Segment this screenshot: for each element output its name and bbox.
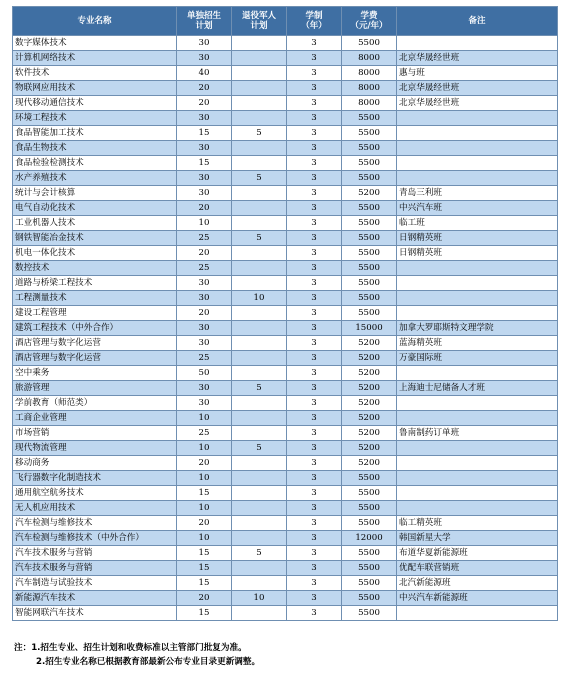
cell-name: 数字媒体技术 [13, 36, 177, 51]
cell-veteran-plan [232, 186, 287, 201]
cell-plan: 40 [177, 66, 232, 81]
cell-veteran-plan [232, 606, 287, 621]
cell-note [397, 291, 558, 306]
cell-fee: 5200 [342, 351, 397, 366]
table-row [13, 351, 558, 366]
cell-note: 北京华晟经世班 [397, 51, 558, 66]
table-row [13, 336, 558, 351]
table-row [13, 456, 558, 471]
cell-years: 3 [287, 111, 342, 126]
table-row [13, 396, 558, 411]
footnote-1: 注：1.招生专业、招生计划和收费标准以主管部门批复为准。 [14, 643, 247, 653]
cell-name: 飞行器数字化制造技术 [13, 471, 177, 486]
cell-plan: 30 [177, 396, 232, 411]
cell-fee: 5500 [342, 606, 397, 621]
header-name: 专业名称 [13, 7, 177, 36]
cell-fee: 5200 [342, 441, 397, 456]
cell-note [397, 276, 558, 291]
cell-years: 3 [287, 486, 342, 501]
table-row [13, 366, 558, 381]
cell-years: 3 [287, 96, 342, 111]
cell-note: 优配车联营销班 [397, 561, 558, 576]
cell-plan: 30 [177, 321, 232, 336]
cell-veteran-plan: 5 [232, 126, 287, 141]
cell-name: 无人机应用技术 [13, 501, 177, 516]
cell-note: 青岛三利班 [397, 186, 558, 201]
cell-note: 北京华晟经世班 [397, 96, 558, 111]
cell-note: 韩国新星大学 [397, 531, 558, 546]
cell-plan: 25 [177, 231, 232, 246]
cell-name: 市场营销 [13, 426, 177, 441]
cell-fee: 5500 [342, 306, 397, 321]
cell-note: 加拿大罗耶斯特文理学院 [397, 321, 558, 336]
table-row [13, 486, 558, 501]
cell-plan: 20 [177, 201, 232, 216]
cell-years: 3 [287, 441, 342, 456]
table-row [13, 531, 558, 546]
cell-fee: 5200 [342, 426, 397, 441]
cell-note: 临工精英班 [397, 516, 558, 531]
cell-note: 日钢精英班 [397, 246, 558, 261]
cell-veteran-plan [232, 531, 287, 546]
cell-plan: 30 [177, 171, 232, 186]
cell-plan: 10 [177, 411, 232, 426]
cell-name: 水产养殖技术 [13, 171, 177, 186]
table-row [13, 441, 558, 456]
cell-note [397, 606, 558, 621]
cell-name: 物联网应用技术 [13, 81, 177, 96]
cell-name: 机电一体化技术 [13, 246, 177, 261]
cell-years: 3 [287, 81, 342, 96]
cell-plan: 15 [177, 606, 232, 621]
table-row [13, 201, 558, 216]
cell-note: 中兴汽车新能源班 [397, 591, 558, 606]
cell-plan: 20 [177, 306, 232, 321]
cell-veteran-plan [232, 486, 287, 501]
cell-veteran-plan [232, 396, 287, 411]
cell-veteran-plan [232, 66, 287, 81]
table-row [13, 546, 558, 561]
cell-veteran-plan [232, 321, 287, 336]
table-row [13, 321, 558, 336]
cell-note [397, 306, 558, 321]
table-row [13, 261, 558, 276]
header-note: 备注 [397, 7, 558, 36]
cell-veteran-plan [232, 201, 287, 216]
cell-veteran-plan [232, 261, 287, 276]
cell-note [397, 366, 558, 381]
table-row [13, 126, 558, 141]
table-row [13, 411, 558, 426]
cell-name: 通用航空航务技术 [13, 486, 177, 501]
cell-fee: 5500 [342, 561, 397, 576]
cell-name: 道路与桥梁工程技术 [13, 276, 177, 291]
cell-fee: 8000 [342, 51, 397, 66]
cell-veteran-plan: 5 [232, 171, 287, 186]
cell-years: 3 [287, 216, 342, 231]
cell-years: 3 [287, 246, 342, 261]
table-row [13, 516, 558, 531]
enrollment-table [12, 6, 558, 621]
cell-note [397, 501, 558, 516]
cell-plan: 15 [177, 576, 232, 591]
cell-plan: 10 [177, 471, 232, 486]
cell-name: 现代物流管理 [13, 441, 177, 456]
cell-note [397, 456, 558, 471]
cell-veteran-plan [232, 411, 287, 426]
cell-name: 食品生物技术 [13, 141, 177, 156]
cell-years: 3 [287, 576, 342, 591]
cell-veteran-plan [232, 51, 287, 66]
cell-fee: 5200 [342, 366, 397, 381]
cell-fee: 5500 [342, 516, 397, 531]
cell-plan: 30 [177, 141, 232, 156]
cell-veteran-plan [232, 276, 287, 291]
cell-note: 日钢精英班 [397, 231, 558, 246]
cell-years: 3 [287, 606, 342, 621]
cell-fee: 5200 [342, 456, 397, 471]
footnotes [14, 641, 554, 669]
cell-fee: 5200 [342, 411, 397, 426]
cell-name: 汽车检测与维修技术（中外合作） [13, 531, 177, 546]
cell-name: 建设工程管理 [13, 306, 177, 321]
footnote-2: 2.招生专业名称已根据教育部最新公布专业目录更新调整。 [36, 657, 261, 667]
cell-plan: 20 [177, 96, 232, 111]
cell-plan: 30 [177, 291, 232, 306]
cell-plan: 15 [177, 561, 232, 576]
table-row [13, 606, 558, 621]
cell-fee: 5500 [342, 36, 397, 51]
cell-name: 软件技术 [13, 66, 177, 81]
cell-name: 食品检验检测技术 [13, 156, 177, 171]
cell-veteran-plan: 10 [232, 591, 287, 606]
cell-fee: 5500 [342, 231, 397, 246]
cell-note [397, 141, 558, 156]
cell-plan: 10 [177, 216, 232, 231]
cell-plan: 20 [177, 246, 232, 261]
cell-fee: 5500 [342, 156, 397, 171]
cell-name: 汽车技术服务与营销 [13, 561, 177, 576]
header-fee: 学费 （元/年） [342, 7, 397, 36]
cell-note: 蓝海精英班 [397, 336, 558, 351]
cell-years: 3 [287, 336, 342, 351]
cell-years: 3 [287, 351, 342, 366]
cell-plan: 15 [177, 486, 232, 501]
cell-veteran-plan [232, 456, 287, 471]
cell-name: 空中乘务 [13, 366, 177, 381]
cell-name: 汽车技术服务与营销 [13, 546, 177, 561]
cell-years: 3 [287, 291, 342, 306]
table-row [13, 141, 558, 156]
table-row [13, 81, 558, 96]
cell-note: 上海迪士尼储备人才班 [397, 381, 558, 396]
cell-years: 3 [287, 516, 342, 531]
table-row [13, 501, 558, 516]
cell-plan: 25 [177, 261, 232, 276]
cell-years: 3 [287, 471, 342, 486]
cell-years: 3 [287, 546, 342, 561]
cell-plan: 20 [177, 516, 232, 531]
cell-plan: 10 [177, 441, 232, 456]
cell-years: 3 [287, 591, 342, 606]
cell-plan: 30 [177, 36, 232, 51]
cell-veteran-plan [232, 576, 287, 591]
cell-fee: 5500 [342, 171, 397, 186]
table-row [13, 111, 558, 126]
cell-name: 建筑工程技术（中外合作） [13, 321, 177, 336]
table-row [13, 306, 558, 321]
cell-veteran-plan [232, 111, 287, 126]
cell-fee: 5200 [342, 381, 397, 396]
cell-plan: 10 [177, 531, 232, 546]
cell-years: 3 [287, 381, 342, 396]
cell-fee: 5500 [342, 111, 397, 126]
cell-note [397, 261, 558, 276]
cell-plan: 20 [177, 456, 232, 471]
cell-name: 汽车检测与维修技术 [13, 516, 177, 531]
cell-veteran-plan: 5 [232, 381, 287, 396]
cell-fee: 5200 [342, 396, 397, 411]
table-row [13, 171, 558, 186]
table-row [13, 36, 558, 51]
table-row [13, 381, 558, 396]
table-row [13, 276, 558, 291]
cell-veteran-plan [232, 141, 287, 156]
cell-years: 3 [287, 531, 342, 546]
cell-years: 3 [287, 501, 342, 516]
cell-note: 万豪国际班 [397, 351, 558, 366]
cell-veteran-plan [232, 516, 287, 531]
cell-years: 3 [287, 141, 342, 156]
cell-note [397, 36, 558, 51]
cell-fee: 5200 [342, 336, 397, 351]
table-row [13, 591, 558, 606]
header-plan: 单独招生 计划 [177, 7, 232, 36]
enrollment-table-container [12, 6, 557, 621]
table-body [13, 36, 558, 621]
header-years: 学制 （年） [287, 7, 342, 36]
cell-years: 3 [287, 411, 342, 426]
cell-fee: 8000 [342, 66, 397, 81]
cell-note [397, 471, 558, 486]
cell-name: 钢铁智能冶金技术 [13, 231, 177, 246]
cell-veteran-plan [232, 366, 287, 381]
cell-plan: 30 [177, 111, 232, 126]
cell-name: 食品智能加工技术 [13, 126, 177, 141]
table-row [13, 96, 558, 111]
cell-name: 环境工程技术 [13, 111, 177, 126]
cell-plan: 10 [177, 501, 232, 516]
cell-veteran-plan [232, 96, 287, 111]
cell-fee: 8000 [342, 96, 397, 111]
cell-veteran-plan [232, 156, 287, 171]
cell-note [397, 111, 558, 126]
cell-years: 3 [287, 186, 342, 201]
cell-plan: 25 [177, 426, 232, 441]
cell-note: 北京华晟经世班 [397, 81, 558, 96]
cell-fee: 5500 [342, 471, 397, 486]
table-row [13, 156, 558, 171]
cell-name: 学前教育（师范类） [13, 396, 177, 411]
cell-fee: 5500 [342, 501, 397, 516]
cell-veteran-plan: 10 [232, 291, 287, 306]
cell-years: 3 [287, 321, 342, 336]
cell-plan: 15 [177, 156, 232, 171]
cell-note: 鲁南制药订单班 [397, 426, 558, 441]
cell-name: 计算机网络技术 [13, 51, 177, 66]
cell-years: 3 [287, 261, 342, 276]
cell-note: 布道华夏新能源班 [397, 546, 558, 561]
cell-name: 工业机器人技术 [13, 216, 177, 231]
cell-plan: 15 [177, 546, 232, 561]
cell-plan: 30 [177, 336, 232, 351]
cell-name: 统计与会计核算 [13, 186, 177, 201]
cell-fee: 8000 [342, 81, 397, 96]
cell-veteran-plan [232, 471, 287, 486]
cell-years: 3 [287, 66, 342, 81]
cell-note: 临工班 [397, 216, 558, 231]
cell-years: 3 [287, 36, 342, 51]
table-row [13, 231, 558, 246]
cell-note [397, 156, 558, 171]
cell-name: 旅游管理 [13, 381, 177, 396]
cell-plan: 30 [177, 186, 232, 201]
table-row [13, 426, 558, 441]
cell-years: 3 [287, 456, 342, 471]
cell-fee: 5500 [342, 276, 397, 291]
cell-plan: 30 [177, 381, 232, 396]
cell-name: 新能源汽车技术 [13, 591, 177, 606]
cell-years: 3 [287, 126, 342, 141]
cell-years: 3 [287, 366, 342, 381]
header-veteran-plan: 退役军人 计划 [232, 7, 287, 36]
cell-name: 电气自动化技术 [13, 201, 177, 216]
table-row [13, 576, 558, 591]
cell-note [397, 396, 558, 411]
cell-fee: 5500 [342, 261, 397, 276]
cell-veteran-plan [232, 36, 287, 51]
cell-name: 智能网联汽车技术 [13, 606, 177, 621]
cell-fee: 5500 [342, 201, 397, 216]
cell-fee: 5500 [342, 546, 397, 561]
table-row [13, 186, 558, 201]
cell-fee: 5500 [342, 141, 397, 156]
table-row [13, 246, 558, 261]
cell-veteran-plan: 5 [232, 546, 287, 561]
cell-name: 工商企业管理 [13, 411, 177, 426]
cell-years: 3 [287, 561, 342, 576]
cell-years: 3 [287, 396, 342, 411]
cell-veteran-plan: 5 [232, 441, 287, 456]
cell-veteran-plan [232, 81, 287, 96]
cell-veteran-plan [232, 306, 287, 321]
cell-veteran-plan [232, 351, 287, 366]
cell-name: 汽车制造与试验技术 [13, 576, 177, 591]
cell-note [397, 126, 558, 141]
table-header [13, 7, 558, 36]
cell-fee: 5500 [342, 216, 397, 231]
cell-note [397, 441, 558, 456]
table-row [13, 291, 558, 306]
cell-years: 3 [287, 171, 342, 186]
cell-note: 中兴汽车班 [397, 201, 558, 216]
cell-fee: 5500 [342, 126, 397, 141]
cell-fee: 5500 [342, 291, 397, 306]
cell-name: 数控技术 [13, 261, 177, 276]
cell-fee: 12000 [342, 531, 397, 546]
cell-name: 移动商务 [13, 456, 177, 471]
cell-plan: 15 [177, 126, 232, 141]
table-row [13, 51, 558, 66]
cell-veteran-plan [232, 216, 287, 231]
cell-fee: 5500 [342, 486, 397, 501]
cell-fee: 15000 [342, 321, 397, 336]
cell-plan: 30 [177, 276, 232, 291]
cell-fee: 5500 [342, 591, 397, 606]
cell-fee: 5500 [342, 576, 397, 591]
table-row [13, 561, 558, 576]
cell-note: 惠与班 [397, 66, 558, 81]
cell-plan: 20 [177, 591, 232, 606]
cell-veteran-plan [232, 246, 287, 261]
cell-plan: 50 [177, 366, 232, 381]
cell-note [397, 411, 558, 426]
cell-years: 3 [287, 51, 342, 66]
cell-veteran-plan [232, 426, 287, 441]
cell-years: 3 [287, 201, 342, 216]
cell-veteran-plan [232, 501, 287, 516]
cell-fee: 5500 [342, 246, 397, 261]
cell-veteran-plan: 5 [232, 231, 287, 246]
cell-veteran-plan [232, 561, 287, 576]
cell-years: 3 [287, 426, 342, 441]
cell-years: 3 [287, 306, 342, 321]
cell-name: 工程测量技术 [13, 291, 177, 306]
cell-years: 3 [287, 276, 342, 291]
table-row [13, 216, 558, 231]
cell-plan: 20 [177, 81, 232, 96]
cell-name: 现代移动通信技术 [13, 96, 177, 111]
cell-plan: 25 [177, 351, 232, 366]
cell-years: 3 [287, 156, 342, 171]
cell-veteran-plan [232, 336, 287, 351]
cell-note: 北汽新能源班 [397, 576, 558, 591]
cell-note [397, 171, 558, 186]
cell-plan: 30 [177, 51, 232, 66]
cell-name: 酒店管理与数字化运营 [13, 336, 177, 351]
table-row [13, 471, 558, 486]
cell-name: 酒店管理与数字化运营 [13, 351, 177, 366]
cell-fee: 5200 [342, 186, 397, 201]
table-row [13, 66, 558, 81]
cell-years: 3 [287, 231, 342, 246]
cell-note [397, 486, 558, 501]
